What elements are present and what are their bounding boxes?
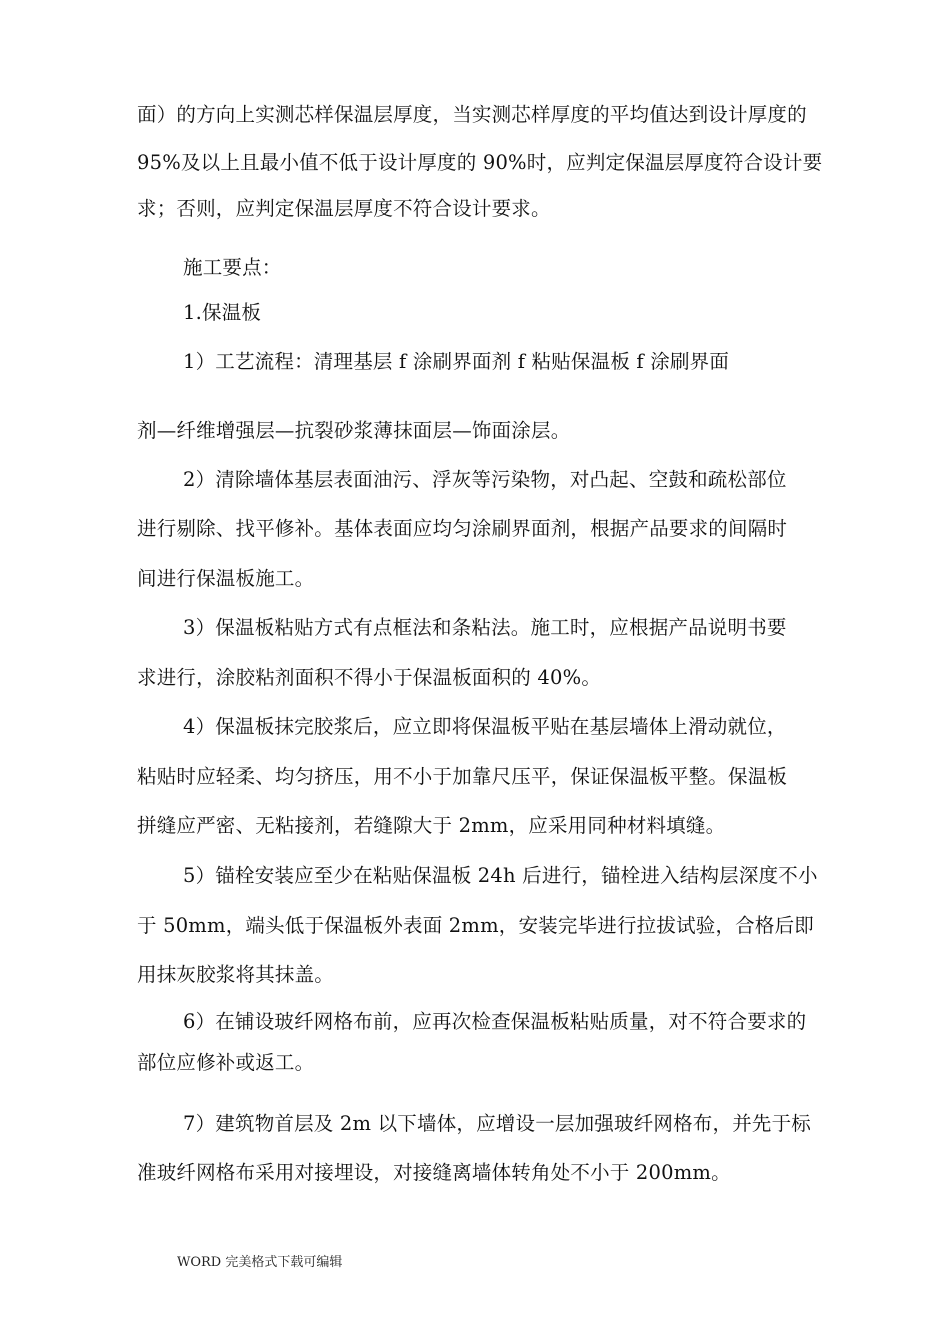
body-text-line: 进行剔除、找平修补。基体表面应均匀涂刷界面剂，根据产品要求的间隔时	[137, 517, 788, 540]
body-text-line: 4）保温板抹完胶浆后，应立即将保温板平贴在基层墙体上滑动就位，	[183, 715, 787, 738]
body-text-line: 求进行，涂胶粘剂面积不得小于保温板面积的 40%。	[137, 666, 602, 689]
body-text-line: 7）建筑物首层及 2m 以下墙体，应增设一层加强玻纤网格布，并先于标	[183, 1112, 812, 1135]
body-text-line: 95%及以上且最小值不低于设计厚度的 90%时，应判定保温层厚度符合设计要	[137, 151, 823, 174]
body-text-line: 2）清除墙体基层表面油污、浮灰等污染物，对凸起、空鼓和疏松部位	[183, 468, 787, 491]
body-text-line: 3）保温板粘贴方式有点框法和条粘法。施工时，应根据产品说明书要	[183, 616, 787, 639]
body-text-line: 间进行保温板施工。	[137, 567, 315, 590]
body-text-line: 拼缝应严密、无粘接剂，若缝隙大于 2mm，应采用同种材料填缝。	[137, 814, 726, 837]
page-footer: WORD 完美格式下载可编辑	[177, 1255, 343, 1270]
body-text-line: 6）在铺设玻纤网格布前，应再次检查保温板粘贴质量，对不符合要求的	[183, 1010, 807, 1033]
body-text-line: 准玻纤网格布采用对接埋设，对接缝离墙体转角处不小于 200mm。	[137, 1161, 731, 1184]
body-text-line: 1）工艺流程：清理基层 f 涂刷界面剂 f 粘贴保温板 f 涂刷界面	[183, 350, 730, 373]
body-text-line: 粘贴时应轻柔、均匀挤压，用不小于加靠尺压平，保证保温板平整。保温板	[137, 765, 788, 788]
section-heading: 施工要点：	[183, 256, 282, 279]
body-text-line: 于 50mm，端头低于保温板外表面 2mm，安装完毕进行拉拔试验，合格后即	[137, 914, 814, 937]
body-text-line: 5）锚栓安装应至少在粘贴保温板 24h 后进行，锚栓进入结构层深度不小	[183, 864, 818, 887]
body-text-line: 部位应修补或返工。	[137, 1051, 315, 1074]
body-text-line: 面）的方向上实测芯样保温层厚度，当实测芯样厚度的平均值达到设计厚度的	[137, 103, 807, 126]
body-text-line: 剂—纤维增强层—抗裂砂浆薄抹面层—饰面涂层。	[137, 419, 571, 442]
body-text-line: 用抹灰胶浆将其抹盖。	[137, 963, 335, 986]
subsection-heading: 1.保温板	[183, 301, 262, 324]
body-text-line: 求；否则，应判定保温层厚度不符合设计要求。	[137, 197, 551, 220]
